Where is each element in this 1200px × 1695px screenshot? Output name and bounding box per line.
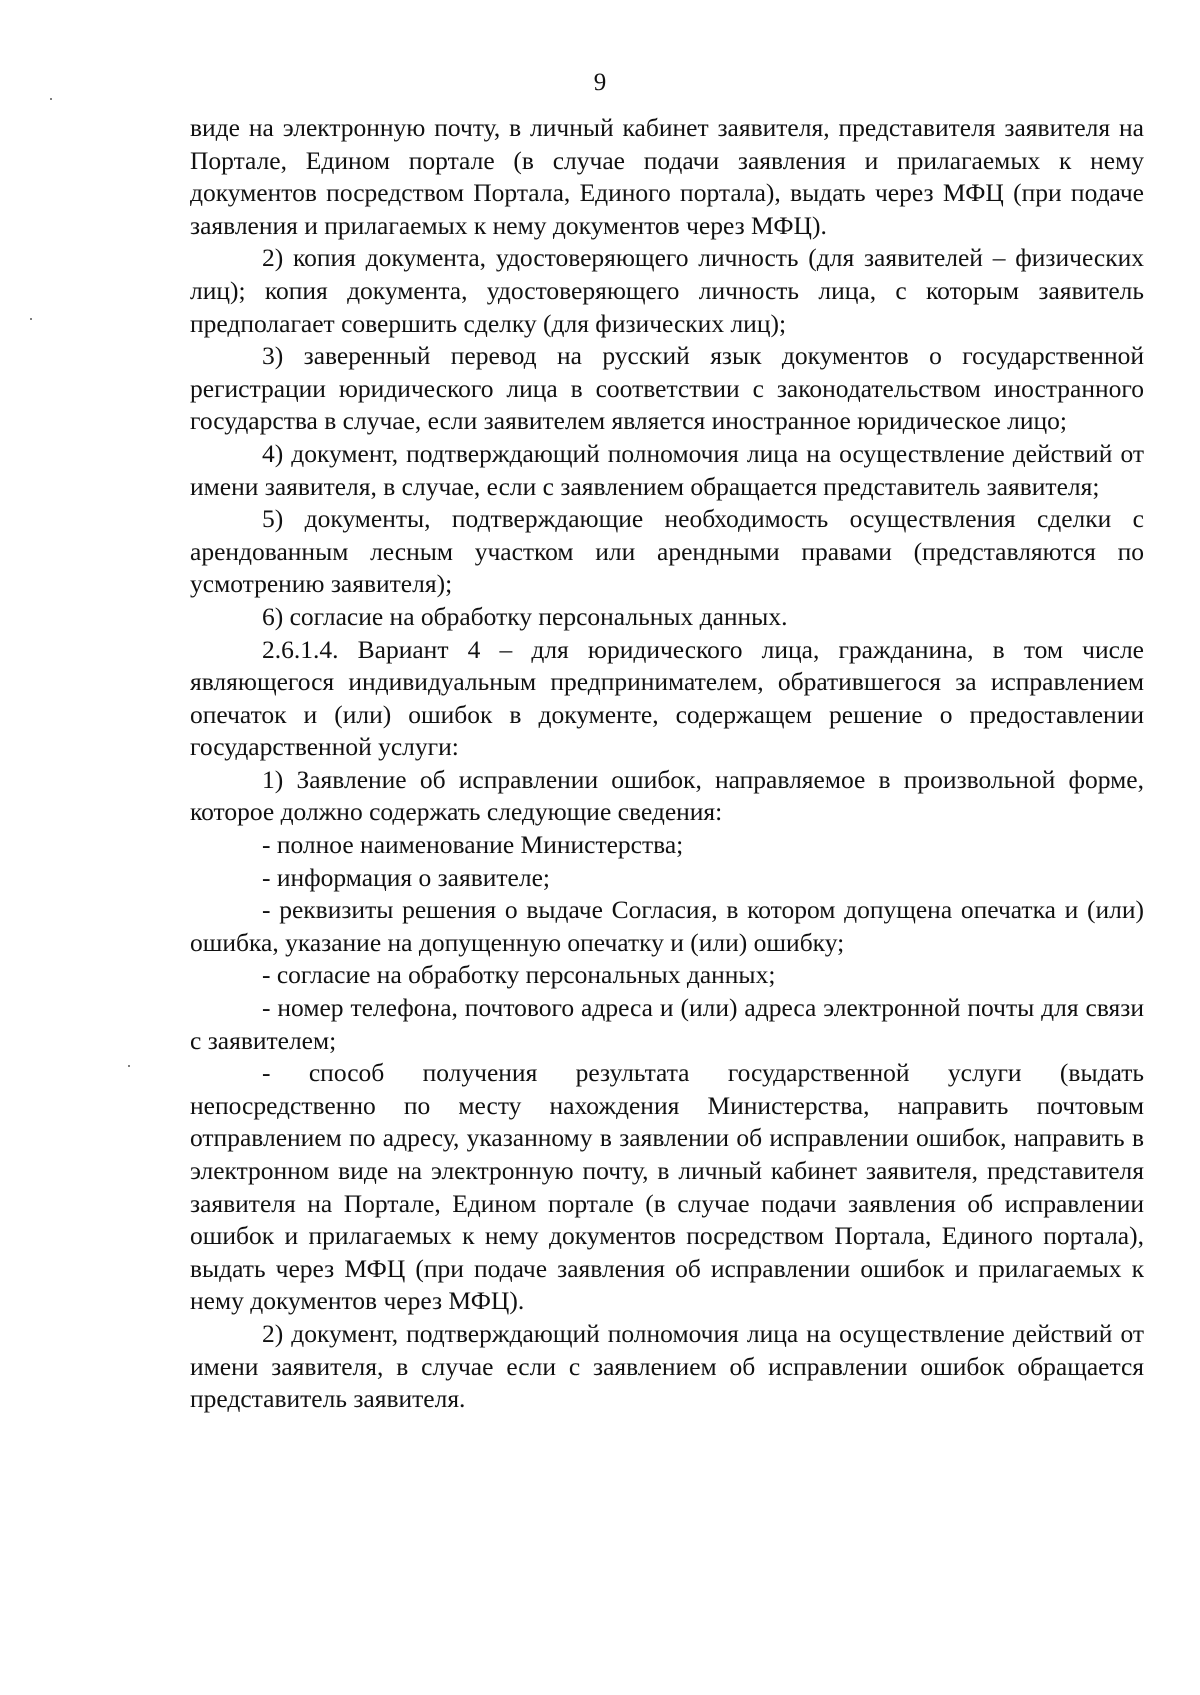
scan-speck: [30, 318, 32, 320]
list-item-contacts: - номер телефона, почтового адреса и (или) адреса электронной почты для связи с заявителем;: [190, 993, 1144, 1055]
list-item-result-method: - способ получения результата государственной услуги (выдать непосредственно по месту нахождения Министерства, направить почтовым отправлением по адресу, указанному в заявлении об исправлении ошибок, направить в электронном виде на электронную почту, в личный кабинет заявителя, представителя заявителя на Портале, Едином портале (в случае подачи заявления об исправлении ошибок и прилагаемых к нему документов посредством Портала, Единого портала), выдать через МФЦ (при подаче заявления об исправлении ошибок и прилагаемых к нему документов через МФЦ).: [190, 1058, 1144, 1316]
scan-speck: [50, 98, 52, 100]
scan-speck: [128, 1065, 130, 1067]
list-item-consent: - согласие на обработку персональных данных;: [262, 960, 776, 990]
page-number: 9: [593, 69, 607, 96]
list-item-applicant-info: - информация о заявителе;: [262, 862, 550, 892]
paragraph-section-2-6-1-4: 2.6.1.4. Вариант 4 – для юридического лица, гражданина, в том числе являющегося индивидуальным предпринимателем, обратившегося за исправлением опечаток и (или) ошибок в документе, содержащем решение о предоставлении государственной услуги:: [190, 634, 1144, 762]
paragraph-item-4: 4) документ, подтверждающий полномочия лица на осуществление действий от имени заявителя, в случае, если с заявлением обращается представитель заявителя;: [190, 438, 1144, 501]
paragraph-variant4-item-1: 1) Заявление об исправлении ошибок, направляемое в произвольной форме, которое должно содержать следующие сведения:: [190, 764, 1144, 827]
paragraph-item-2: 2) копия документа, удостоверяющего личность (для заявителей – физических лиц); копия документа, удостоверяющего личность лица, с которым заявитель предполагает совершить сделку (для физических лиц);: [190, 243, 1144, 338]
list-item-decision-details: - реквизиты решения о выдаче Согласия, в котором допущена опечатка и (или) ошибка, указание на допущенную опечатку и (или) ошибку;: [190, 895, 1144, 957]
document-body: [190, 112, 1144, 1416]
paragraph-item-3: 3) заверенный перевод на русский язык документов о государственной регистрации юридического лица в соответствии с законодательством иностранного государства в случае, если заявителем является иностранное юридическое лицо;: [190, 341, 1144, 436]
paragraph-item-6: 6) согласие на обработку персональных данных.: [262, 601, 788, 631]
paragraph-variant4-item-2: 2) документ, подтверждающий полномочия лица на осуществление действий от имени заявителя, в случае если с заявлением об исправлении ошибок обращается представитель заявителя.: [190, 1318, 1144, 1414]
list-item-ministry-name: - полное наименование Министерства;: [262, 830, 684, 860]
paragraph-item-5: 5) документы, подтверждающие необходимость осуществления сделки с арендованным лесным участком или арендными правами (представляются по усмотрению заявителя);: [190, 504, 1144, 599]
paragraph-continuation: виде на электронную почту, в личный кабинет заявителя, представителя заявителя на Портале, Едином портале (в случае подачи заявления и прилагаемых к нему документов посредством Портала, Единого портала), выдать через МФЦ (при подаче заявления и прилагаемых к нему документов через МФЦ).: [190, 113, 1144, 240]
